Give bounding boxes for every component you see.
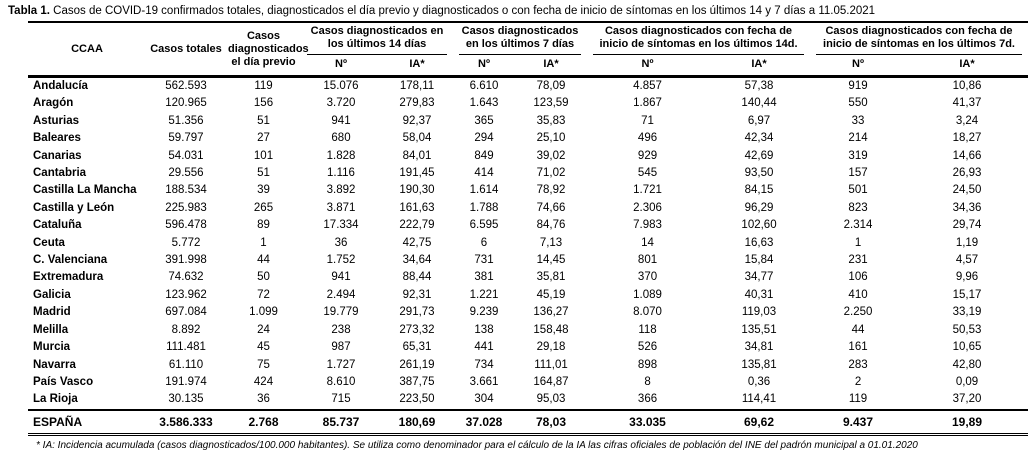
cell-sintomas-14d-n: 8 [644, 375, 651, 388]
cell-sintomas-14d-ia: 69,62 [708, 410, 810, 435]
cell-sintomas-14d-n: 8.070 [633, 306, 662, 319]
cell-diag-14d-ia: 92,31 [402, 288, 432, 301]
cell-casos-totales: 697.084 [165, 306, 207, 319]
cell-diag-7d-n: 294 [474, 132, 494, 145]
cell-sintomas-7d-n: 2.314 [843, 219, 873, 232]
cell-sintomas-14d-n: 7.983 [633, 219, 662, 232]
cell-diag-14d-n: 19.779 [323, 306, 359, 319]
cell-sintomas-7d-n: 410 [848, 288, 868, 301]
cell-diag-7d-ia: 111,01 [534, 358, 568, 371]
cell-sintomas-14d-n: 898 [637, 358, 658, 371]
table-row [28, 322, 1028, 339]
cell-ccaa: Cantabria [33, 167, 87, 180]
cell-casos-totales: 120.965 [165, 97, 207, 110]
cell-sintomas-14d-ia: 114,41 [741, 393, 777, 406]
cell-casos-totales: 74.632 [168, 271, 204, 284]
cell-diag-14d-ia: 261,19 [399, 358, 435, 371]
cell-sintomas-7d-ia: 10,86 [952, 80, 982, 92]
cell-diag-dia-previo: 424 [253, 375, 274, 388]
cell-diag-dia-previo: 1 [260, 236, 267, 249]
table-row [28, 182, 1028, 199]
cell-diag-14d-n: 1.752 [326, 254, 356, 267]
cell-sintomas-7d-ia: 34,36 [952, 201, 982, 214]
cell-sintomas-7d-ia: 41,37 [952, 97, 982, 110]
cell-diag-14d-n: 15.076 [323, 80, 359, 92]
cell-diag-14d-n: 1.727 [326, 358, 356, 371]
cell-diag-14d-n: 987 [331, 341, 351, 354]
cell-diag-14d-ia: 387,75 [399, 375, 435, 388]
cell-diag-14d-ia: 65,31 [402, 341, 432, 354]
table-row [28, 269, 1028, 286]
cell-ccaa: Melilla [33, 323, 69, 336]
cell-ccaa: Castilla La Mancha [33, 184, 137, 197]
cell-diag-dia-previo: 101 [253, 149, 274, 162]
cell-diag-14d-ia: 92,37 [402, 114, 432, 127]
cell-diag-14d-ia: 291,73 [399, 306, 435, 319]
table-title [8, 4, 1029, 18]
cell-ccaa: C. Valenciana [33, 254, 108, 267]
header-group-diag-7d-label: Casos diagnosticados en los últimos 7 días [459, 24, 581, 55]
cell-casos-totales: 51.356 [168, 114, 204, 127]
cell-sintomas-14d-n: 929 [637, 149, 658, 162]
cell-diag-14d-ia: 88,44 [402, 271, 432, 284]
cell-sintomas-7d-ia: 26,93 [952, 167, 982, 180]
cell-casos-totales: 562.593 [165, 80, 207, 92]
table-row [28, 148, 1028, 165]
cell-ccaa: Navarra [33, 358, 76, 371]
cell-casos-totales: 54.031 [168, 149, 204, 162]
cell-diag-7d-ia: 74,66 [536, 201, 566, 214]
cell-sintomas-14d-n: 14 [641, 236, 654, 249]
cell-sintomas-14d-n: 71 [641, 114, 654, 127]
header-group-diag-14d [301, 22, 453, 56]
cell-sintomas-14d-ia: 135,51 [741, 323, 777, 336]
cell-diag-dia-previo: 2.768 [226, 410, 301, 435]
cell-sintomas-14d-ia: 40,31 [744, 288, 774, 301]
cell-diag-14d-n: 3.892 [326, 184, 356, 197]
table-row [28, 374, 1028, 391]
footnote-ia-definition: * IA: Incidencia acumulada (casos diagnosticados/100.000 habitantes). Se utiliza como denominador para el cálculo de la IA las cifras oficiales de población del INE del padrón municipal a 01.01.2020 [36, 439, 918, 451]
cell-casos-totales: 8.892 [171, 323, 201, 336]
cell-diag-7d-n: 365 [474, 114, 494, 127]
cell-sintomas-7d-n: 823 [848, 201, 868, 214]
table-header [28, 22, 1028, 77]
cell-diag-14d-ia: 34,64 [402, 254, 432, 267]
cell-sintomas-7d-n: 161 [848, 341, 868, 354]
cell-diag-7d-n: 734 [474, 358, 494, 371]
cell-diag-14d-ia: 273,32 [399, 323, 435, 336]
cell-sintomas-14d-n: 1.867 [633, 97, 662, 110]
cell-sintomas-14d-ia: 84,15 [744, 184, 774, 197]
subheader-sintomas-14d-n: Nº [587, 56, 708, 77]
cell-diag-dia-previo: 89 [257, 219, 270, 232]
cell-diag-7d-n: 6.595 [469, 219, 499, 232]
cell-diag-7d-n: 6 [480, 236, 488, 249]
cell-diag-14d-n: 36 [334, 236, 348, 249]
cell-diag-7d-n: 381 [474, 271, 494, 284]
cell-diag-7d-n: 1.788 [469, 201, 499, 214]
cell-ccaa: Madrid [33, 306, 71, 319]
cell-sintomas-7d-ia: 19,89 [906, 410, 1028, 435]
cell-diag-14d-ia: 178,11 [399, 80, 435, 92]
header-group-sintomas-14d-label: Casos diagnosticados con fecha de inicio de síntomas en los últimos 14d. [593, 24, 804, 55]
cell-casos-totales: 30.135 [168, 393, 204, 406]
table-row [28, 77, 1028, 96]
cell-diag-7d-n: 9.239 [469, 306, 499, 319]
cell-sintomas-7d-ia: 4,57 [955, 254, 979, 267]
cell-diag-14d-ia: 191,45 [399, 167, 435, 180]
cell-diag-7d-ia: 35,83 [536, 114, 566, 127]
cell-sintomas-14d-ia: 16,63 [744, 236, 774, 249]
cell-sintomas-7d-n: 44 [851, 323, 865, 336]
cell-diag-7d-ia: 95,03 [536, 393, 566, 406]
table-row [28, 217, 1028, 234]
cell-sintomas-7d-ia: 29,74 [952, 219, 982, 232]
cell-ccaa: Canarias [33, 149, 82, 162]
cell-diag-dia-previo: 50 [257, 271, 270, 284]
cell-sintomas-7d-ia: 14,66 [952, 149, 982, 162]
cell-diag-14d-ia: 279,83 [399, 97, 435, 110]
table-title-label: Tabla 1. [8, 5, 50, 17]
cell-diag-7d-ia: 123,59 [533, 97, 569, 110]
cell-sintomas-7d-ia: 1,19 [955, 236, 979, 249]
cell-sintomas-14d-n: 366 [637, 393, 658, 406]
subheader-diag-14d-n: Nº [301, 56, 381, 77]
cell-diag-14d-n: 238 [331, 323, 351, 336]
cell-sintomas-14d-ia: 119,03 [741, 306, 777, 319]
table-row [28, 287, 1028, 304]
cell-sintomas-14d-n: 1.721 [633, 184, 662, 197]
cell-diag-7d-ia: 84,76 [536, 219, 566, 232]
cell-sintomas-7d-n: 214 [848, 132, 868, 145]
cell-ccaa: Aragón [33, 97, 74, 110]
cell-sintomas-7d-n: 106 [848, 271, 868, 284]
cell-ccaa: Andalucía [33, 80, 88, 92]
cell-sintomas-7d-n: 9.437 [810, 410, 906, 435]
cell-diag-7d-ia: 7,13 [539, 236, 563, 249]
cell-sintomas-14d-n: 1.089 [633, 288, 662, 301]
table-row [28, 391, 1028, 409]
cell-diag-7d-ia: 14,45 [536, 254, 566, 267]
cell-sintomas-14d-n: 4.857 [633, 80, 662, 92]
cell-diag-14d-ia: 84,01 [402, 149, 432, 162]
cell-sintomas-14d-ia: 6,97 [747, 114, 771, 127]
cell-sintomas-7d-ia: 3,24 [955, 114, 979, 127]
cell-sintomas-7d-ia: 37,20 [952, 393, 982, 406]
cell-sintomas-7d-ia: 24,50 [952, 184, 982, 197]
subheader-sintomas-7d-n: Nº [810, 56, 906, 77]
cell-sintomas-7d-n: 319 [848, 149, 868, 162]
table-row [28, 165, 1028, 182]
table-title-text: Casos de COVID-19 confirmados totales, diagnosticados el día previo y diagnosticados o con fecha de inicio de síntomas en los últimos 14 y 7 días a 11.05.2021 [49, 5, 876, 17]
subheader-diag-14d-ia: IA* [381, 56, 453, 77]
cell-diag-7d-ia: 158,48 [533, 323, 569, 336]
cell-casos-totales: 191.974 [165, 375, 207, 388]
table-row [28, 235, 1028, 252]
table-row [28, 113, 1028, 130]
cell-diag-14d-ia: 180,69 [381, 410, 453, 435]
cell-casos-totales: 391.998 [165, 254, 207, 267]
cell-ccaa: Extremadura [33, 271, 104, 284]
cell-sintomas-14d-ia: 15,84 [744, 254, 774, 267]
cell-diag-14d-n: 1.828 [326, 149, 356, 162]
cell-sintomas-14d-n: 370 [637, 271, 658, 284]
covid-table-container [28, 21, 1028, 436]
cell-ccaa: Baleares [33, 132, 81, 145]
cell-diag-dia-previo: 72 [257, 288, 270, 301]
cell-sintomas-7d-n: 33 [851, 114, 865, 127]
cell-diag-14d-n: 941 [331, 114, 351, 127]
subheader-sintomas-7d-ia: IA* [906, 56, 1028, 77]
cell-sintomas-14d-ia: 96,29 [744, 201, 774, 214]
header-casos-totales: Casos totales [146, 22, 226, 77]
cell-casos-totales: 61.110 [168, 358, 204, 371]
cell-diag-7d-ia: 39,02 [536, 149, 566, 162]
cell-sintomas-14d-n: 2.306 [633, 201, 662, 214]
cell-diag-dia-previo: 39 [257, 184, 270, 197]
cell-sintomas-7d-ia: 50,53 [952, 323, 982, 336]
cell-casos-totales: 225.983 [165, 201, 207, 214]
cell-diag-14d-ia: 161,63 [399, 201, 435, 214]
cell-sintomas-14d-ia: 135,81 [741, 358, 777, 371]
cell-diag-7d-n: 37.028 [453, 410, 515, 435]
header-group-sintomas-7d [810, 22, 1028, 56]
cell-sintomas-7d-n: 231 [848, 254, 868, 267]
cell-sintomas-7d-n: 2 [854, 375, 862, 388]
cell-diag-7d-ia: 45,19 [536, 288, 566, 301]
cell-sintomas-14d-ia: 42,69 [744, 149, 774, 162]
cell-diag-14d-n: 2.494 [326, 288, 356, 301]
cell-diag-7d-n: 3.661 [469, 375, 499, 388]
cell-diag-dia-previo: 27 [257, 132, 270, 145]
cell-diag-7d-ia: 78,03 [515, 410, 587, 435]
subheader-diag-7d-n: Nº [453, 56, 515, 77]
header-group-diag-14d-label: Casos diagnosticados en los últimos 14 días [307, 24, 447, 55]
cell-casos-totales: 29.556 [168, 167, 204, 180]
cell-diag-14d-n: 17.334 [323, 219, 359, 232]
cell-diag-14d-n: 680 [331, 132, 351, 145]
cell-sintomas-7d-n: 119 [848, 393, 868, 406]
cell-diag-7d-n: 731 [474, 254, 494, 267]
cell-diag-7d-ia: 29,18 [536, 341, 566, 354]
cell-diag-14d-ia: 223,50 [399, 393, 435, 406]
cell-sintomas-14d-n: 118 [638, 323, 657, 336]
cell-sintomas-7d-n: 1 [854, 236, 862, 249]
cell-sintomas-7d-ia: 18,27 [952, 132, 982, 145]
cell-diag-14d-n: 1.116 [327, 167, 355, 180]
cell-sintomas-7d-ia: 15,17 [952, 288, 982, 301]
table-row [28, 357, 1028, 374]
cell-casos-totales: 5.772 [171, 236, 201, 249]
cell-diag-dia-previo: 45 [257, 341, 270, 354]
covid-cases-table [28, 21, 1028, 436]
cell-diag-7d-ia: 164,87 [533, 375, 569, 388]
cell-diag-7d-n: 1.614 [469, 184, 499, 197]
cell-diag-7d-ia: 78,92 [536, 184, 566, 197]
cell-diag-dia-previo: 24 [257, 323, 270, 336]
cell-diag-dia-previo: 265 [253, 201, 274, 214]
table-row [28, 339, 1028, 356]
table-row [28, 304, 1028, 321]
cell-sintomas-7d-ia: 0,09 [955, 375, 979, 388]
cell-diag-7d-n: 441 [474, 341, 494, 354]
cell-diag-dia-previo: 36 [257, 393, 270, 406]
header-group-diag-7d [453, 22, 587, 56]
cell-sintomas-14d-ia: 0,36 [747, 375, 771, 388]
cell-diag-14d-n: 3.720 [326, 97, 356, 110]
cell-sintomas-14d-ia: 102,60 [741, 219, 777, 232]
cell-casos-totales: 596.478 [165, 219, 207, 232]
cell-diag-7d-n: 414 [474, 167, 494, 180]
header-group-sintomas-14d [587, 22, 810, 56]
table-row [28, 95, 1028, 112]
cell-sintomas-14d-ia: 34,81 [744, 341, 774, 354]
cell-sintomas-14d-n: 526 [637, 341, 658, 354]
cell-diag-14d-n: 715 [331, 393, 351, 406]
cell-sintomas-7d-n: 550 [848, 97, 868, 110]
cell-ccaa: Castilla y León [33, 201, 115, 214]
cell-diag-7d-n: 1.643 [469, 97, 499, 110]
cell-sintomas-14d-n: 545 [637, 167, 658, 180]
cell-diag-7d-n: 304 [474, 393, 494, 406]
cell-ccaa: Cataluña [33, 219, 82, 232]
cell-casos-totales: 111.481 [166, 341, 206, 354]
cell-diag-7d-n: 138 [474, 323, 494, 336]
cell-sintomas-14d-n: 33.035 [587, 410, 708, 435]
cell-diag-dia-previo: 156 [253, 97, 274, 110]
cell-diag-7d-n: 6.610 [469, 80, 499, 92]
cell-diag-dia-previo: 119 [254, 80, 273, 92]
cell-diag-7d-ia: 25,10 [536, 132, 566, 145]
cell-sintomas-7d-ia: 10,65 [952, 341, 982, 354]
cell-diag-dia-previo: 75 [257, 358, 270, 371]
cell-diag-dia-previo: 51 [257, 114, 270, 127]
cell-ccaa: ESPAÑA [28, 410, 146, 435]
cell-sintomas-7d-ia: 9,96 [955, 271, 979, 284]
cell-diag-14d-n: 85.737 [301, 410, 381, 435]
cell-sintomas-14d-ia: 34,77 [744, 271, 774, 284]
cell-diag-dia-previo: 44 [257, 254, 270, 267]
cell-diag-dia-previo: 1.099 [249, 306, 278, 319]
subheader-sintomas-14d-ia: IA* [708, 56, 810, 77]
cell-diag-14d-ia: 190,30 [399, 184, 435, 197]
table-row [28, 200, 1028, 217]
cell-diag-14d-n: 941 [331, 271, 351, 284]
cell-diag-7d-ia: 71,02 [536, 167, 566, 180]
cell-ccaa: La Rioja [33, 393, 78, 406]
cell-sintomas-7d-n: 157 [848, 167, 868, 180]
subheader-diag-7d-ia: IA* [515, 56, 587, 77]
cell-ccaa: Asturias [33, 114, 80, 127]
table-row [28, 130, 1028, 147]
cell-sintomas-7d-n: 919 [848, 80, 868, 92]
cell-casos-totales: 123.962 [165, 288, 207, 301]
cell-sintomas-7d-n: 2.250 [843, 306, 873, 319]
cell-diag-7d-ia: 78,09 [536, 80, 566, 92]
cell-diag-7d-n: 1.221 [469, 288, 499, 301]
cell-ccaa: Murcia [33, 341, 71, 354]
cell-diag-7d-ia: 136,27 [533, 306, 569, 319]
cell-sintomas-14d-ia: 93,50 [744, 167, 774, 180]
cell-casos-totales: 188.534 [165, 184, 207, 197]
cell-diag-14d-ia: 42,75 [402, 236, 432, 249]
cell-diag-14d-n: 8.610 [326, 375, 356, 388]
cell-sintomas-14d-ia: 42,34 [744, 132, 774, 145]
cell-sintomas-14d-ia: 57,38 [744, 80, 774, 92]
cell-diag-14d-ia: 58,04 [402, 132, 432, 145]
table-body [28, 77, 1028, 435]
cell-casos-totales: 59.797 [168, 132, 204, 145]
cell-diag-dia-previo: 51 [257, 167, 270, 180]
cell-sintomas-7d-n: 501 [848, 184, 868, 197]
cell-sintomas-14d-ia: 140,44 [741, 97, 777, 110]
cell-ccaa: Galicia [33, 288, 71, 301]
header-ccaa: CCAA [28, 22, 146, 77]
header-group-row [28, 22, 1028, 56]
table-row [28, 252, 1028, 269]
cell-ccaa: Ceuta [33, 236, 65, 249]
cell-sintomas-7d-ia: 33,19 [952, 306, 982, 319]
cell-diag-14d-n: 3.871 [326, 201, 356, 214]
total-row [28, 410, 1028, 435]
cell-diag-7d-n: 849 [474, 149, 494, 162]
cell-sintomas-14d-n: 801 [637, 254, 658, 267]
cell-diag-14d-ia: 222,79 [399, 219, 435, 232]
cell-sintomas-7d-ia: 42,80 [952, 358, 982, 371]
header-group-sintomas-7d-label: Casos diagnosticados con fecha de inicio de síntomas en los últimos 7d. [816, 24, 1022, 55]
cell-casos-totales: 3.586.333 [146, 410, 226, 435]
cell-sintomas-14d-n: 496 [637, 132, 658, 145]
cell-ccaa: País Vasco [33, 375, 94, 388]
cell-diag-7d-ia: 35,81 [536, 271, 566, 284]
header-diag-dia-previo: Casos diagnosticados el día previo [226, 22, 301, 77]
cell-sintomas-7d-n: 283 [848, 358, 868, 371]
